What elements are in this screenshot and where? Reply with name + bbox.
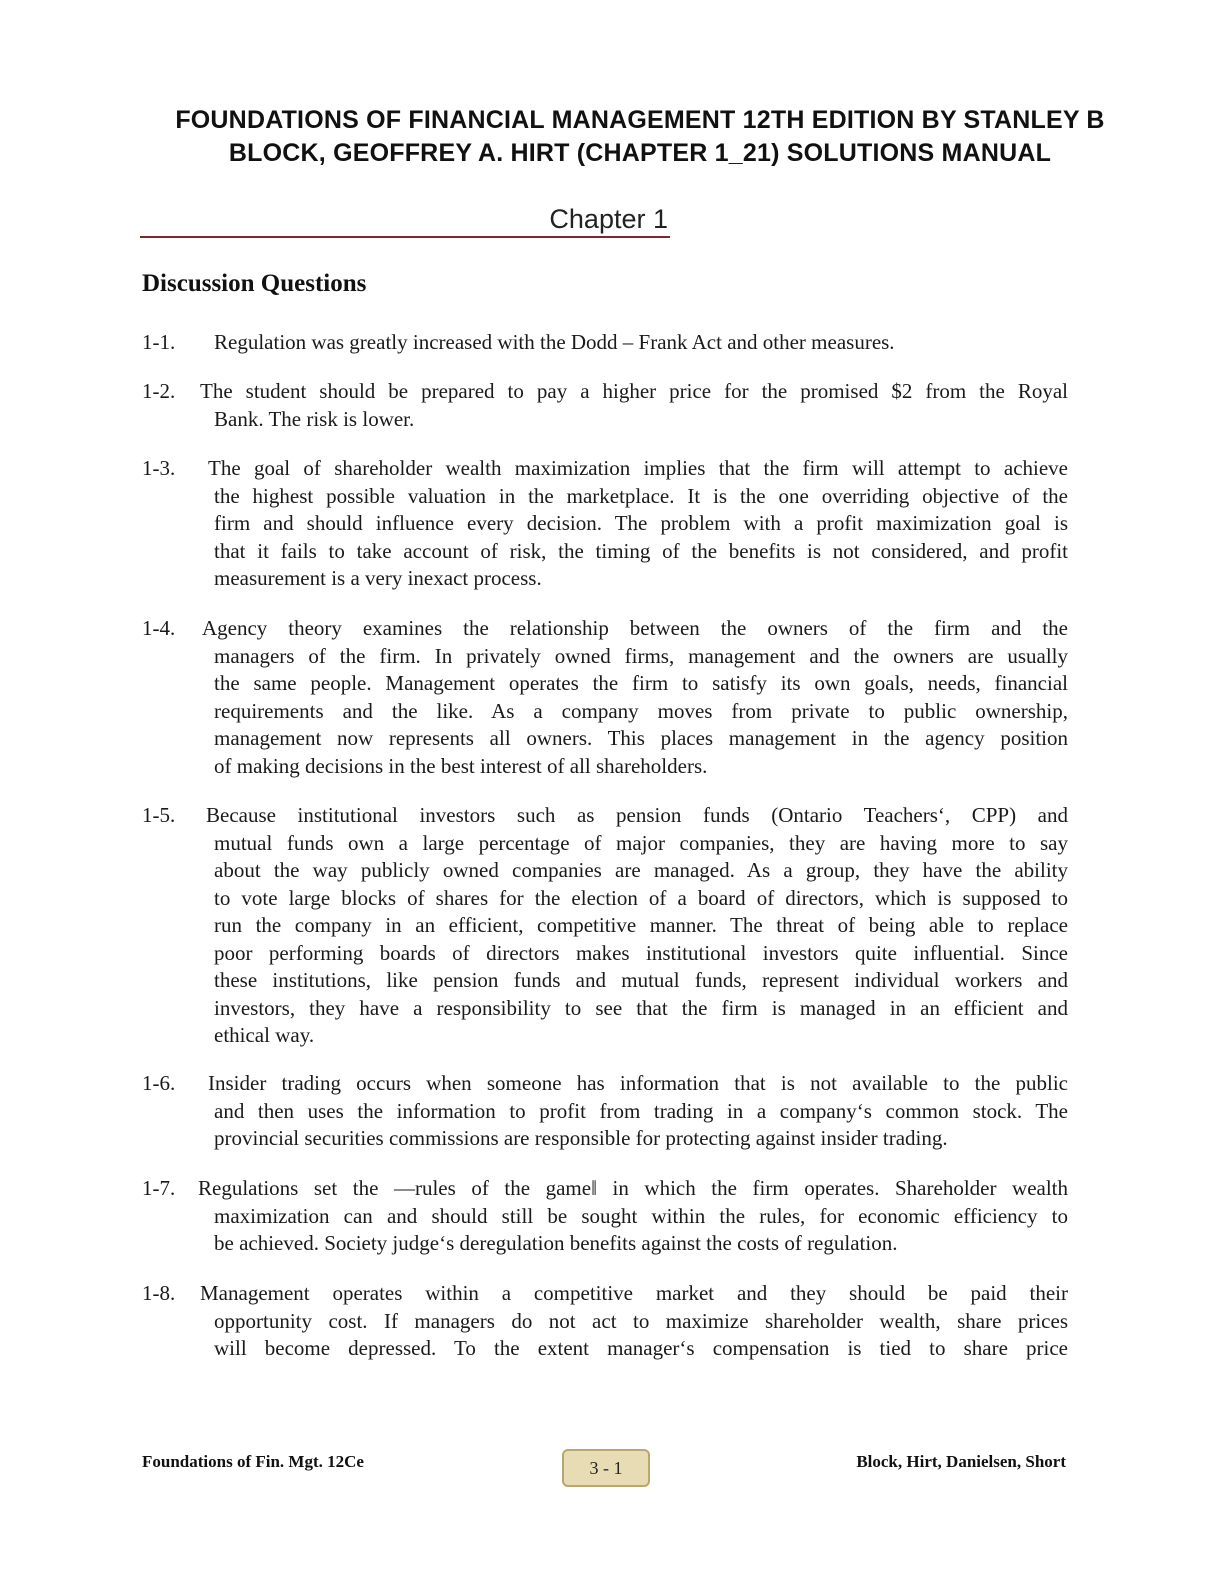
- question-line: The goal of shareholder wealth maximization implies that the firm will attempt to achieve: [208, 456, 1068, 480]
- question-line: opportunity cost. If managers do not act to maximize shareholder wealth, share prices: [214, 1308, 1068, 1333]
- question-number: 1-8.: [142, 1281, 176, 1305]
- question-line: maximization can and should still be sought within the rules, for economic efficiency to: [214, 1203, 1068, 1228]
- question-1-6: [142, 1070, 1068, 1153]
- question-line: investors, they have a responsibility to see that the firm is managed in an efficient and: [214, 995, 1068, 1020]
- question-number: 1-5.: [142, 803, 176, 827]
- question-line: be achieved. Society judge‘s deregulation benefits against the costs of regulation.: [214, 1231, 898, 1255]
- footer-book-title: Foundations of Fin. Mgt. 12Ce: [142, 1452, 364, 1471]
- question-number: 1-3.: [142, 456, 176, 480]
- question-number: 1-7.: [142, 1176, 176, 1200]
- question-1-1: [142, 329, 1068, 357]
- question-line: provincial securities commissions are responsible for protecting against insider trading.: [214, 1126, 948, 1150]
- question-line: firm and should influence every decision. The problem with a profit maximization goal is: [214, 511, 1068, 535]
- question-line: poor performing boards of directors makes institutional investors quite influential. Since: [214, 940, 1068, 965]
- question-line: Bank. The risk is lower.: [214, 406, 415, 431]
- question-1-5: [142, 802, 1068, 1050]
- document-title: [140, 104, 1140, 170]
- question-line: Because institutional investors such as pension funds (Ontario Teachers‘, CPP) and: [206, 803, 1068, 827]
- question-line: Agency theory examines the relationship between the owners of the firm and the: [202, 616, 1068, 640]
- question-line: Regulation was greatly increased with the Dodd – Frank Act and other measures.: [214, 330, 895, 354]
- question-line: Insider trading occurs when someone has information that is not available to the public: [208, 1071, 1068, 1095]
- question-line: measurement is a very inexact process.: [214, 566, 542, 590]
- question-line: Management operates within a competitive market and they should be paid their: [200, 1281, 1068, 1305]
- question-line: to vote large blocks of shares for the election of a board of directors, which is supposed to: [214, 885, 1068, 910]
- section-heading: Discussion Questions: [142, 270, 367, 297]
- question-line: managers of the firm. In privately owned firms, management and the owners are usually: [214, 643, 1068, 668]
- question-number: 1-1.: [142, 330, 176, 354]
- footer-authors: Block, Hirt, Danielsen, Short: [856, 1452, 1066, 1471]
- question-line: of making decisions in the best interest of all shareholders.: [214, 753, 708, 778]
- question-line: The student should be prepared to pay a higher price for the promised $2 from the Royal: [200, 379, 1068, 403]
- question-1-8: [142, 1280, 1068, 1363]
- question-1-3: [142, 455, 1068, 593]
- question-line: requirements and the like. As a company moves from private to public ownership,: [214, 698, 1068, 723]
- question-line: management now represents all owners. This places management in the agency position: [214, 726, 1068, 750]
- question-line: Regulations set the —rules of the game‖ in which the firm operates. Shareholder wealth: [198, 1176, 1068, 1200]
- question-1-2: [142, 378, 1068, 433]
- question-line: about the way publicly owned companies are managed. As a group, they have the ability: [214, 858, 1068, 882]
- question-1-7: [142, 1175, 1068, 1258]
- question-line: ethical way.: [214, 1023, 315, 1047]
- question-line: will become depressed. To the extent manager‘s compensation is tied to share price: [214, 1336, 1068, 1360]
- question-line: run the company in an efficient, competitive manner. The threat of being able to replace: [214, 913, 1068, 937]
- question-line: and then uses the information to profit from trading in a company‘s common stock. The: [214, 1098, 1068, 1123]
- page-number-badge: 3 - 1: [562, 1449, 650, 1487]
- question-number: 1-4.: [142, 616, 176, 640]
- question-line: that it fails to take account of risk, the timing of the benefits is not considered, and profit: [214, 538, 1068, 563]
- question-line: mutual funds own a large percentage of major companies, they are having more to say: [214, 830, 1068, 855]
- title-line-1: FOUNDATIONS OF FINANCIAL MANAGEMENT 12TH EDITION BY STANLEY B: [175, 106, 1105, 134]
- question-line: these institutions, like pension funds and mutual funds, represent individual workers and: [214, 968, 1068, 992]
- question-number: 1-6.: [142, 1071, 176, 1095]
- title-line-2: BLOCK, GEOFFREY A. HIRT (CHAPTER 1_21) SOLUTIONS MANUAL: [228, 139, 1052, 167]
- chapter-label: Chapter 1: [549, 204, 668, 234]
- chapter-heading: [140, 198, 670, 238]
- question-1-4: [142, 615, 1068, 780]
- question-number: 1-2.: [142, 379, 176, 403]
- question-line: the highest possible valuation in the marketplace. It is the one overriding objective of the: [214, 483, 1068, 508]
- question-line: the same people. Management operates the firm to satisfy its own goals, needs, financial: [214, 671, 1068, 695]
